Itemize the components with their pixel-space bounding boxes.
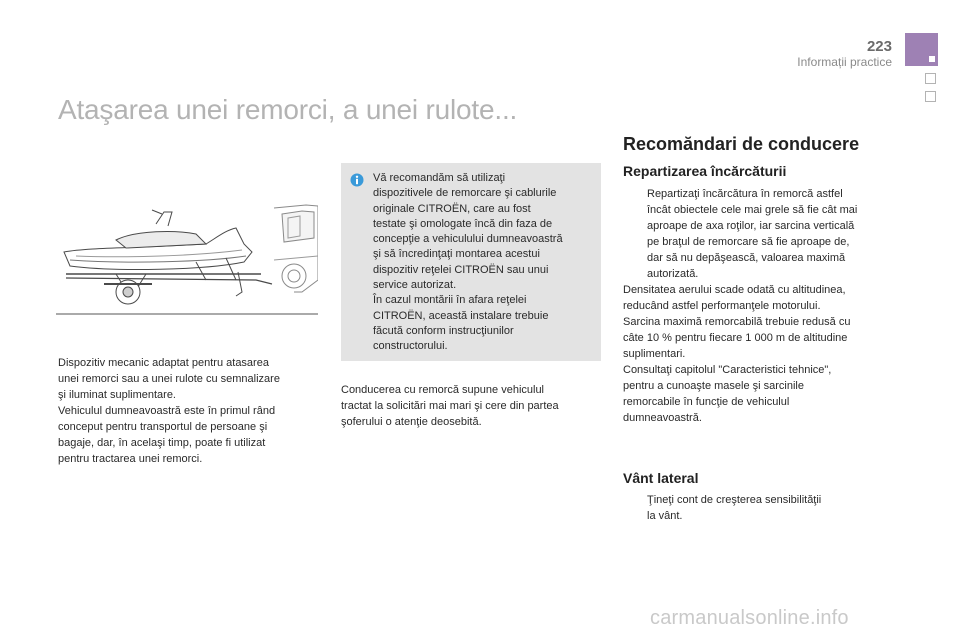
middle-column-text: [341, 382, 611, 430]
altitude-paragraph: [623, 282, 893, 426]
side-wind-text: Ţineţi cont de creşterea sensibilităţii la vânt.: [647, 494, 822, 522]
towing-note: Conducerea cu remorcă supune vehiculul tractat la solicitări mai mari şi cere din partea şoferului o atenţie deosebită.: [341, 384, 559, 428]
info-icon: [350, 173, 364, 187]
info-box: [341, 163, 601, 361]
page-number: 223: [866, 38, 892, 55]
load-distribution-text: Repartizaţi încărcătura în remorcă astfel încât obiectele cele mai grele să fie cât mai aproape de axa roţilor, iar sarcina verticală pe braţul de remorcare să fie aproape de, dar să nu depăşească, valoarea maximă autorizată.: [647, 188, 858, 280]
load-distribution-bullet: [623, 186, 857, 282]
left-column-text: [58, 355, 328, 467]
page-title: Ataşarea unei remorci, a unei rulote...: [58, 94, 518, 125]
watermark: carmanualsonline.info: [650, 607, 849, 629]
tab-square-mark: [929, 56, 935, 62]
chapter-tab-outline: [925, 73, 936, 84]
chapter-tab-outline: [925, 91, 936, 102]
chapter-tab-active: [905, 33, 938, 66]
trailer-illustration: [56, 200, 318, 320]
bullet-arrow-icon: [623, 186, 647, 282]
driving-recommendations-heading: Recomăndari de conducere: [623, 134, 860, 154]
side-wind-bullet: [623, 492, 821, 524]
load-distribution-heading: Repartizarea încărcăturii: [623, 163, 787, 179]
mechanism-description: Dispozitiv mecanic adaptat pentru atasarea unei remorci sau a unei rulote cu semnalizare şi iluminat suplimentare. Vehiculul dumneavoastră este în primul rând conceput pentru transportul de persoane şi bagaje, dar, în acelaşi timp, poate fi utilizat pentru tractarea unei remorci.: [58, 357, 280, 465]
bullet-arrow-icon: [623, 492, 647, 524]
info-box-text: Vă recomandăm să utilizaţi dispozitivele de remorcare şi cablurile originale CITROËN, care au fost testate şi omologate încă din faza de concepţie a vehiculului dumneavoastră şi să încredinţaţi montarea acestui dispozitiv reţelei CITROËN sau unui service autorizat. În cazul montării în afara reţelei CITROËN, această instalare trebuie făcută conform instrucţiunilor constructorului.: [373, 172, 563, 353]
section-label: Informații practice: [797, 55, 892, 69]
altitude-text: Densitatea aerului scade odată cu altitudinea, reducând astfel performanţele motorului. Sarcina maximă remorcabilă trebuie redusă cu câte 10 % pentru fiecare 1 000 m de altitudine suplimentari. Consultaţi capitolul "Caracteristici tehnice", pentru a cunoaşte masele şi sarcinile remorcabile în funcţie de vehiculul dumneavoastră.: [623, 284, 851, 424]
side-wind-heading: Vânt lateral: [623, 470, 699, 486]
